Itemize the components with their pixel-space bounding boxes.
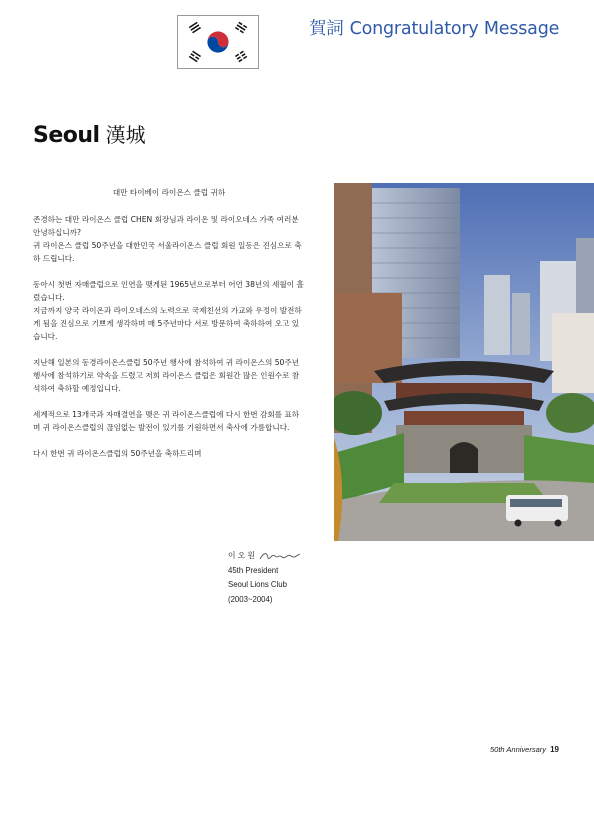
header-title-text: Congratulatory Message [349,19,560,39]
page-number: 19 [550,745,560,754]
signature-block [228,549,301,607]
letter-heading: 대만 타이베이 라이온스 클럽 귀하 [112,188,226,197]
taegukgi-icon [178,16,258,68]
handwritten-signature-icon [259,550,301,562]
namdaemun-gate-image [334,183,594,541]
namdaemun-photo [334,183,594,541]
signer-term: (2003~2004) [228,594,273,604]
letter-paragraph: 다시 한번 귀 라이온스클럽의 50주년을 축하드리며 [33,449,202,458]
city-name: Seoul [33,123,100,148]
signer-title: 45th President [228,565,279,575]
footer-text: 50th Anniversary [490,745,547,754]
letter-paragraph: 존경하는 대만 라이온스 클럽 CHEN 회장님과 라이온 및 라이오네스 가족 여러분 안녕하십니까? 귀 라이온스 클럽 50주년을 대한민국 서울라이온스 클럽 회원 일동은 진심으로 축하 드립니다. [33,215,302,263]
signer-club: Seoul Lions Club [228,580,287,589]
page-footer [490,745,559,754]
letter-body [33,186,305,473]
letter-paragraph: 동아시 첫번 자매클럽으로 인연을 맺게된 1965년으로부터 어언 38년의 세월이 흘렀습니다. 지금까지 양국 라이온과 라이오네스의 노력으로 국제친선의 가교와 우정이 발전하게 됨을 진심으로 기쁘게 생각하며 매 5주년마다 서로 방문하여 축하하여 오고 있습니다. [33,280,304,341]
korean-flag [177,15,259,69]
letter-paragraph: 지난해 일본의 동경라이온스클럽 50주년 행사에 참석하여 귀 라이온스의 50주년 행사에 참석하기로 약속을 드렸고 저희 라이온스 클럽은 회원간 많은 인원수로 참석하여 축하할 예정입니다. [33,358,300,393]
city-title [33,119,146,148]
page-header-title [309,15,559,40]
header-title-hanja: 賀詞 [309,19,344,39]
signer-name: 이 오 원 [228,551,255,560]
letter-paragraph: 세계적으로 13개국과 자매결연을 맺은 귀 라이온스클럽에 다시 한번 감회를 표하며 귀 라이온스클럽의 끊임없는 발전이 있기를 기원하면서 축사에 가름합니다. [33,410,300,432]
city-name-hanja: 漢城 [105,123,146,147]
